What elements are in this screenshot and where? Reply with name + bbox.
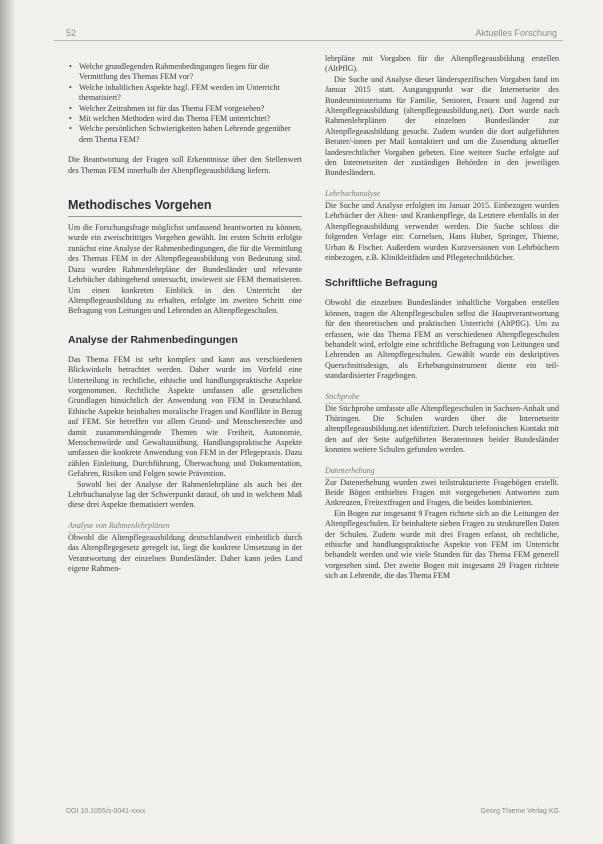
survey-paragraph: Obwohl die einzelnen Bundesländer inhaltliche Vorgaben erstellen können, tragen die Altenpflegeschulen selbst die Hauptverantwortung für den theoretischen und praktischen Unterricht (AltPflG). Um zu erfassen, wie das Thema FEM an verschiedenen Altenpflegeschulen behandelt wird, erfolgte eine schriftliche Befragung von Leitungen und Lehrenden an Altenpflegeschulen. Gewählt wurde ein deskriptives Querschnittsdesign, als Erhebungsinstrument diente ein teil-standardisierter Fragebogen. bbox=[325, 298, 559, 381]
data-collection-paragraph-1: Zur Datenerhebung wurden zwei teilstrukturierte Fragebögen erstellt. Beide Bögen enthielten Fragen mit vorgegebenen Antworten zum Ankreuzen, Freitextfragen und Fragen, die beides kombinierten. bbox=[325, 477, 559, 508]
section-heading-framework: Analyse der Rahmenbedingungen bbox=[68, 333, 238, 346]
list-item: • Welche grundlegenden Rahmenbedingungen liegen für die Vermittlung des Themas FEM vor? bbox=[68, 62, 302, 83]
section-heading-survey: Schriftliche Befragung bbox=[325, 277, 438, 290]
left-column bbox=[68, 62, 302, 574]
sample-paragraph: Die Stichprobe umfasste alle Altenpflegeschulen in Sachsen-Anhalt und Thüringen. Die Schulen wurden über die Internetseite altenpflegeausbildung.net identifiziert. Durch telefonischen Kontakt mit den auf der Seite aufgeführten Beraterinnen beider Bundesländer konnten weitere Schulen gefunden werden. bbox=[325, 403, 559, 455]
list-item: • Welche persönlichen Schwierigkeiten haben Lehrende gegenüber dem Thema FEM? bbox=[68, 124, 302, 145]
running-title: Aktuelles Forschung bbox=[475, 28, 557, 38]
question-list bbox=[68, 62, 302, 145]
footer-publisher: Georg Thieme Verlag KG bbox=[480, 808, 559, 815]
subsection-heading-sample: Stichprobe bbox=[325, 392, 559, 404]
framework-paragraph-2: Sowohl bei der Analyse der Rahmenlehrpläne als auch bei der Lehrbuchanalyse lag der Schwerpunkt darauf, ob und in welchem Maß diese drei Aspekte thematisiert werden. bbox=[68, 479, 302, 510]
subsection-heading-curricula: Analyse von Rahmenlehrplänen bbox=[68, 521, 302, 533]
methods-paragraph: Um die Forschungsfrage möglichst umfassend beantworten zu können, wurde ein zweischrittiges Vorgehen gewählt. Im ersten Schritt erfolgte zunächst eine Analyse der Rahmenbedingungen, die für die Vermittlung des Themas FEM in der Altenpflegeausbildung von Bedeutung sind. Dazu wurden Rahmenlehrpläne der Bundesländer und relevante Lehrbücher dahingehend untersucht, inwieweit sie FEM thematisieren. Um einen konkreten Einblick in den Unterricht der Altenpflegeausbildung zu erhalten, erfolgte im zweiten Schritt eine Befragung von Leitungen und Lehrenden an Altenpflegeschulen. bbox=[68, 223, 302, 316]
list-item: • Welcher Zeitrahmen ist für das Thema FEM vorgesehen? bbox=[68, 104, 302, 114]
curricula-paragraph: Obwohl die Altenpflegeausbildung deutschlandweit einheitlich durch das Altenpflegegesetz geregelt ist, liegt die konkrete Umsetzung in der Verantwortung der einzelnen Bundesländer. Daher kann jedes Land eigene Rahmen- bbox=[68, 532, 302, 574]
continued-paragraph: lehrpläne mit Vorgaben für die Altenpflegeausbildung erstellen (AltPflG). bbox=[325, 54, 559, 74]
running-header bbox=[54, 26, 563, 41]
page-footer bbox=[66, 808, 559, 820]
page-number: 52 bbox=[66, 28, 77, 38]
list-item: • Mit welchen Methoden wird das Thema FEM unterrichtet? bbox=[68, 114, 302, 124]
textbook-paragraph: Die Suche und Analyse erfolgten im Januar 2015. Einbezogen wurden Lehrbücher der Alten- und Krankenpflege, da Letztere ebenfalls in der Altenpflegeausbildung verwendet werden. Die Suche schloss die folgenden Verlage ein: Cornelsen, Hans Huber, Springer, Thieme, Urban & Fischer. Außerdem wurden Kurzversionen von Lehrbüchern einbezogen, z.B. Klinikleitfäden und Pflegetechnikbücher. bbox=[325, 200, 559, 262]
subsection-heading-data-collection: Datenerhebung bbox=[325, 466, 559, 478]
list-item: • Welche inhaltlichen Aspekte bzgl. FEM werden im Unterricht thematisiert? bbox=[68, 83, 302, 104]
page-fold-shadow bbox=[0, 0, 16, 844]
search-paragraph: Die Suche und Analyse dieser länderspezifischen Vorgaben fand im Januar 2015 statt. Ausgangspunkt war die Internetseite des Bundesministeriums für Familie, Senioren, Frauen und Jugend zur Altenpflegeausbildung (altenpflegeausbildung.net). Dort wurde nach Rahmenlehrplänen der einzelnen Bundesländer zur Altenpflegeausbildung gesucht. Zudem wurden die dort aufgeführten Berater/-innen per Mail kontaktiert und um die Zusendung aktueller landesrechtlicher Vorgaben gebeten. Eine weitere Suche erfolgte auf den Internetseiten der zuständigen Behörden in den jeweiligen Bundesländern. bbox=[325, 74, 559, 178]
footer-doi: DOI 10.1055/s-0041-xxxx bbox=[66, 808, 146, 815]
right-column bbox=[325, 54, 559, 582]
subsection-heading-textbooks: Lehrbuchanalyse bbox=[325, 189, 559, 201]
section-heading-methods: Methodisches Vorgehen bbox=[68, 198, 302, 217]
intro-closing-paragraph: Die Beantwortung der Fragen soll Erkenntnisse über den Stellenwert des Themas FEM innerhalb der Altenpflegeausbildung liefern. bbox=[68, 155, 302, 175]
framework-paragraph-1: Das Thema FEM ist sehr komplex und kann aus verschiedenen Blickwinkeln betrachtet werden. Daher wurde im Vorfeld eine Unterteilung in rechtliche, ethische und handlungspraktische Aspekte vorgenommen. Rechtliche Aspekte umfassen alle gesetzlichen Grundlagen hinsichtlich der Anwendung von FEM in Deutschland. Ethische Aspekte beinhalten moralische Fragen und Konflikte in Bezug auf FEM. Sie betreffen vor allem Grund- und Menschenrechte und damit zusammenhängende Themen wie Freiheit, Autonomie, Menschenwürde und Gewaltausübung. Handlungspraktische Aspekte umfassen die konkrete Anwendung von FEM in der Pflegepraxis. Dazu zählen Einleitung, Durchführung, Überwachung und Dokumentation, Gefahren, Risiken und Folgen sowie Prävention. bbox=[68, 354, 302, 479]
data-collection-paragraph-2: Ein Bogen zur insgesamt 9 Fragen richtete sich an die Leitungen der Altenpflegeschulen. Er beinhaltete sieben Fragen zu strukturellen Daten der Schulen. Zudem wurde mit drei Fragen erfasst, ob rechtliche, ethische und handlungspraktische Aspekte von FEM im Unterricht behandelt werden und wie viele Stunden für das Thema FEM generell vorgesehen sind. Der zweite Bogen mit insgesamt 29 Fragen richtete sich an Lehrende, die das Thema FEM bbox=[325, 508, 559, 581]
